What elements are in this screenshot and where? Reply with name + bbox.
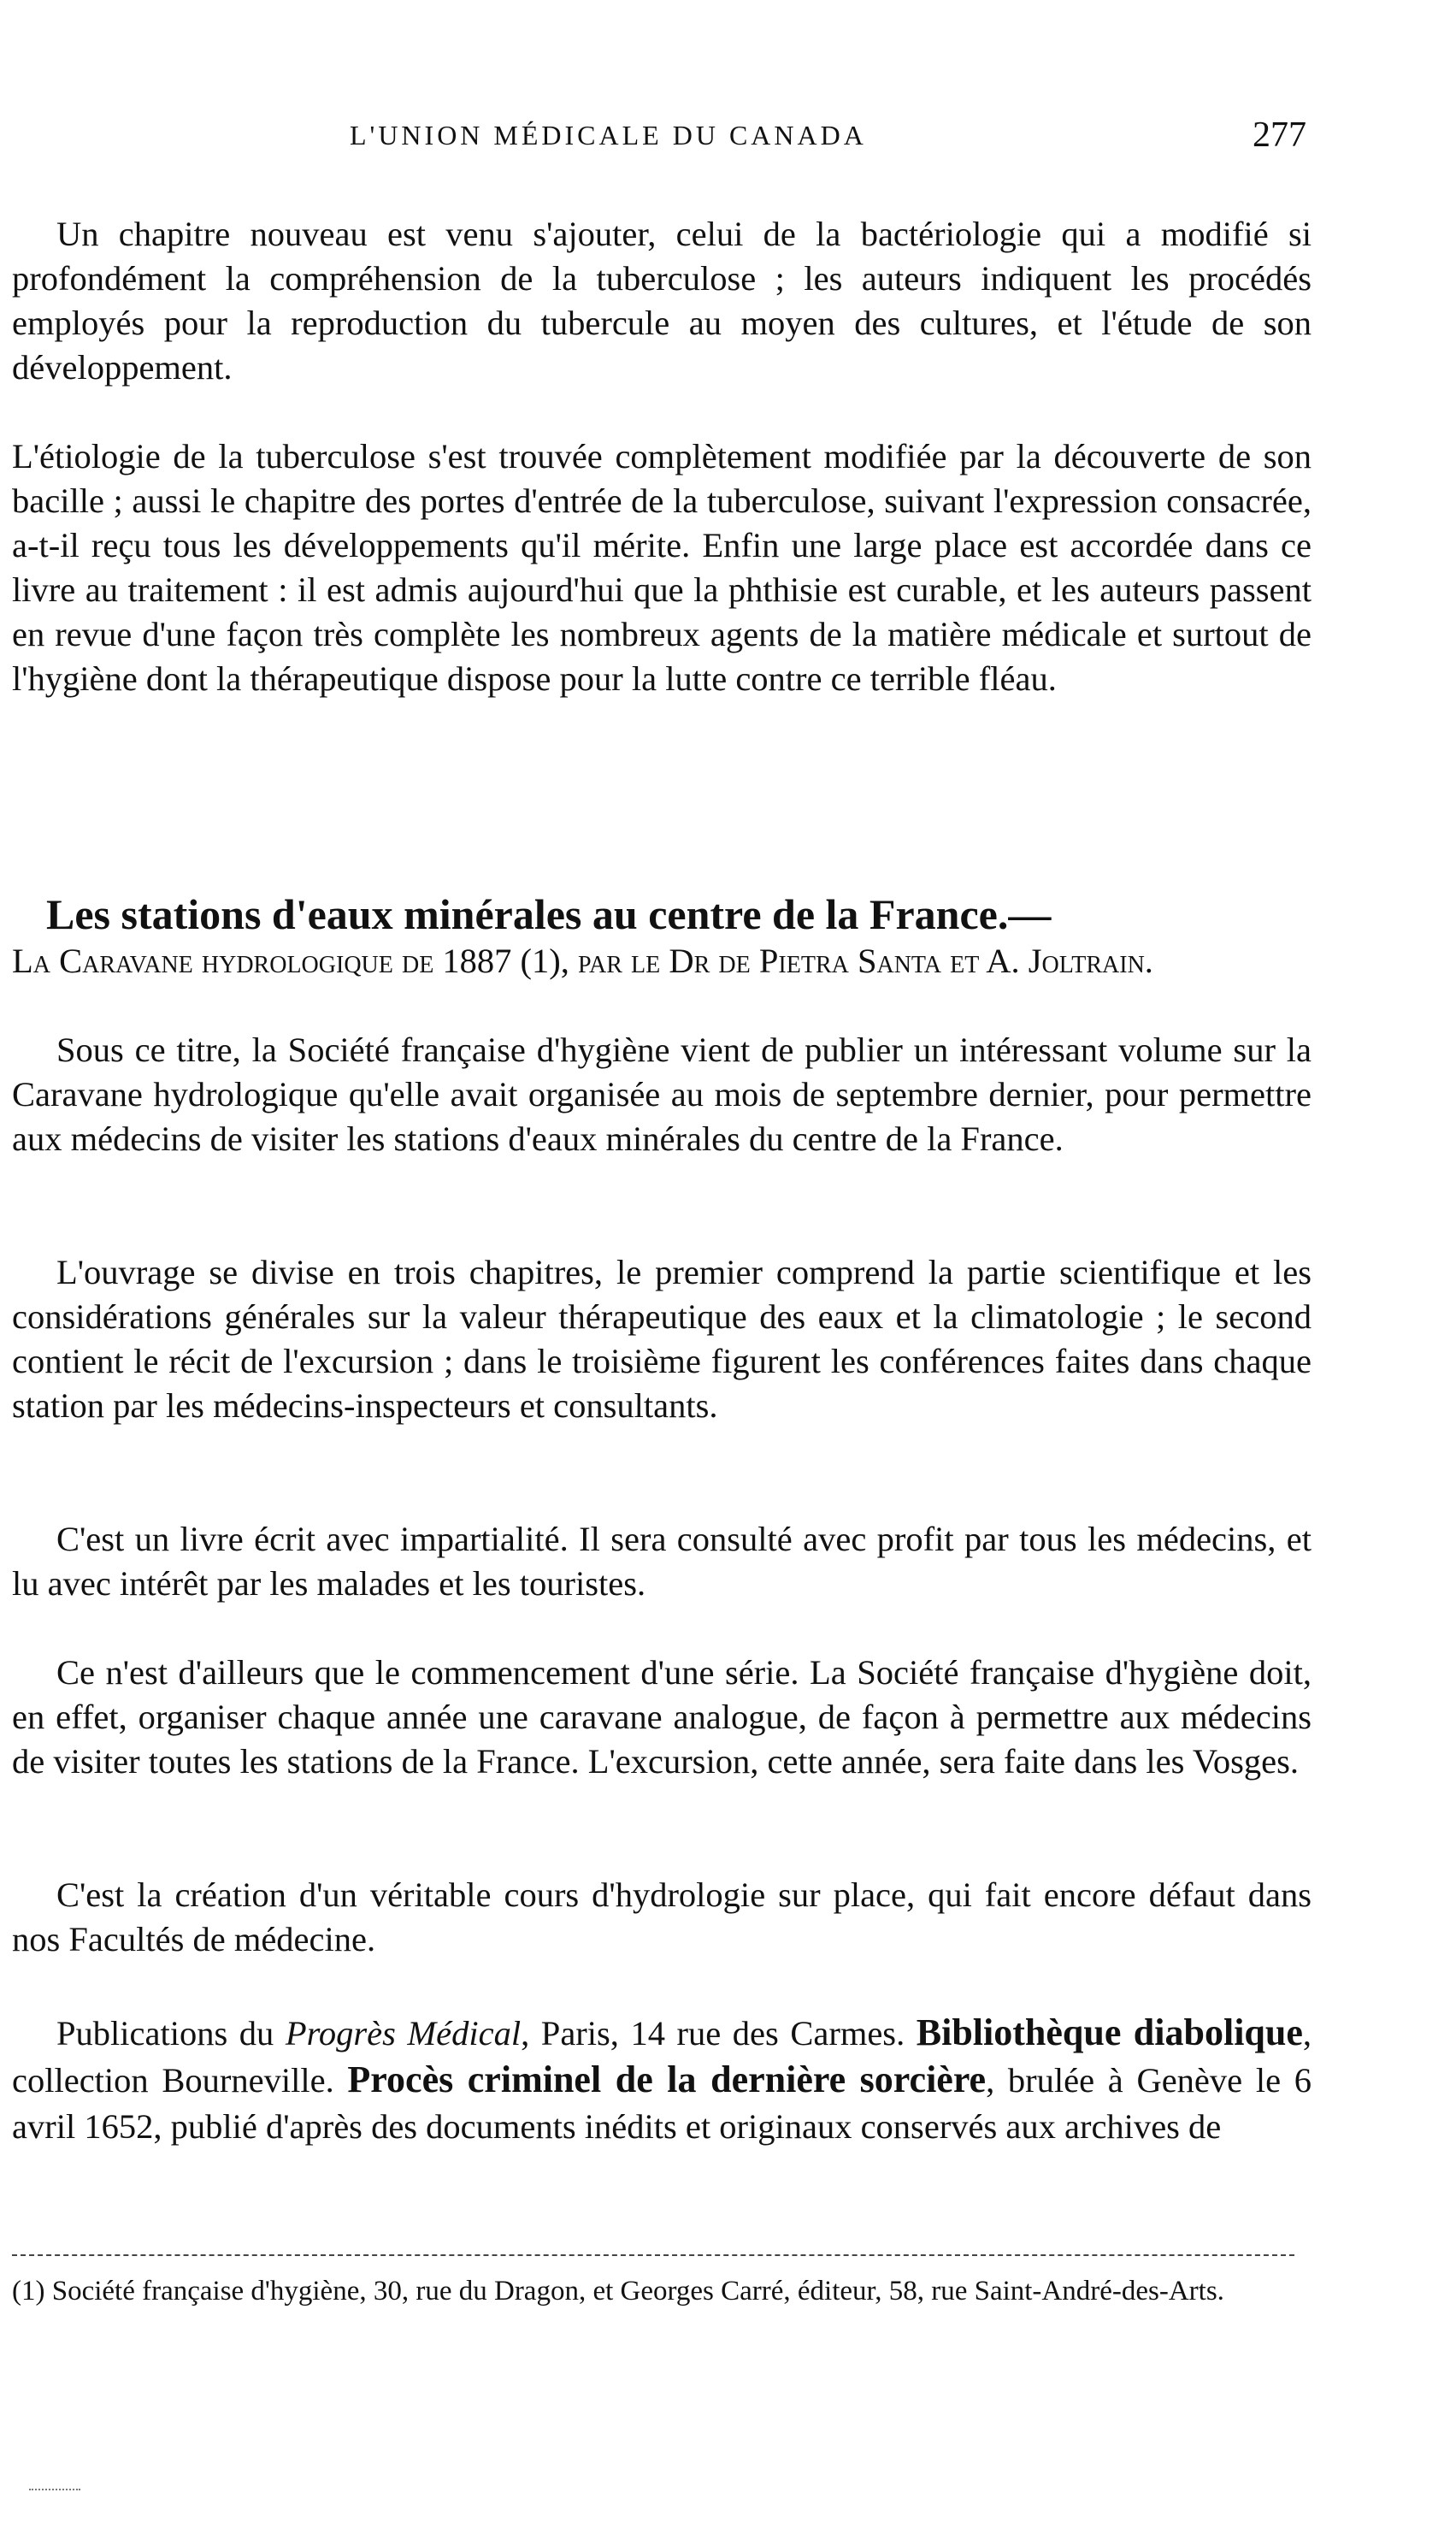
page-number: 277 [1253, 115, 1306, 155]
section-paragraph-1: Sous ce titre, la Société française d'hygiène vient de publier un intéressant volume sur la Caravane hydrologique qu'elle avait organisée au mois de septembre dernier, pour permettre aux médecins de visiter les stations d'eaux minérales du centre de la France. [12, 1031, 1312, 1158]
section-paragraph-5: C'est la création d'un véritable cours d'hydrologie sur place, qui fait encore défaut dans nos Facultés de médecine. [12, 1875, 1312, 1958]
section-paragraph-4: Ce n'est d'ailleurs que le commencement d'une série. La Société française d'hygiène doit, en effet, organiser chaque année une caravane analogue, de façon à permettre aux médecins de visiter toutes les stations de la France. L'excursion, cette année, sera faite dans les Vosges. [12, 1653, 1312, 1781]
running-title: L'UNION MÉDICALE DU CANADA [350, 120, 867, 151]
book-page [12, 0, 1312, 2528]
section-paragraph-3: C'est un livre écrit avec impartialité. Il sera consulté avec profit par tous les médecins, et lu avec intérêt par les malades et les touristes. [12, 1520, 1312, 1603]
journal-address: , Paris, 14 rue des Carmes. [521, 2014, 905, 2053]
book-title: Procès criminel de la dernière sorcière [347, 2058, 987, 2100]
running-head [12, 115, 1312, 162]
paragraph-bacteriology: Un chapitre nouveau est venu s'ajouter, celui de la bactériologie qui a modifié si profondément la compréhension de la tuberculose ; les auteurs indiquent les procédés employés pour la reproduction du tubercule au moyen des cultures, et l'étude de son développement. [12, 215, 1312, 387]
bottom-margin-mark [29, 2489, 80, 2490]
footnote-divider [12, 2254, 1294, 2256]
paragraph-etiology: L'étiologie de la tuberculose s'est trouvée complètement modifiée par la découverte de son bacille ; aussi le chapitre des portes d'entrée de la tuberculose, suivant l'expression consacrée, a-t-il reçu tous les développements qu'il mérite. Enfin une large place est accordée dans ce livre au traitement : il est admis aujourd'hui que la phthisie est curable, et les auteurs passent en revue d'une façon très complète les nombreux agents de la matière médicale et surtout de l'hygiène dont la thérapeutique dispose pour la lutte contre ce terrible fléau. [12, 437, 1312, 698]
section-subtitle [12, 939, 1312, 983]
publications-lead: Publications du [56, 2014, 274, 2053]
collection-title: Bibliothèque diabolique [916, 2011, 1303, 2053]
section-heading: Les stations d'eaux minérales au centre de la France.— [46, 890, 1052, 938]
section-paragraph-2: L'ouvrage se divise en trois chapitres, le premier comprend la partie scientifique et les considérations générales sur la valeur thérapeutique des eaux et la climatologie ; le second contient le récit de l'excursion ; dans le troisième figurent les conférences faites dans chaque station par les médecins-inspecteurs et consultants. [12, 1253, 1312, 1425]
footnote: (1) Société française d'hygiène, 30, rue du Dragon, et Georges Carré, éditeur, 58, rue Saint-André-des-Arts. [12, 2276, 1224, 2307]
collection-text: , collection Bourneville. [12, 2014, 1312, 2100]
journal-name: Progrès Médical [285, 2014, 522, 2053]
subtitle-text: La Caravane hydrologique de 1887 (1), par le Dr de Pietra Santa et A. Joltrain. [12, 942, 1153, 980]
publications-paragraph [12, 2010, 1312, 2150]
book-text: , brulée à Genève le 6 avril 1652, publié d'après des documents inédits et originaux conservés aux archives de [12, 2061, 1312, 2146]
